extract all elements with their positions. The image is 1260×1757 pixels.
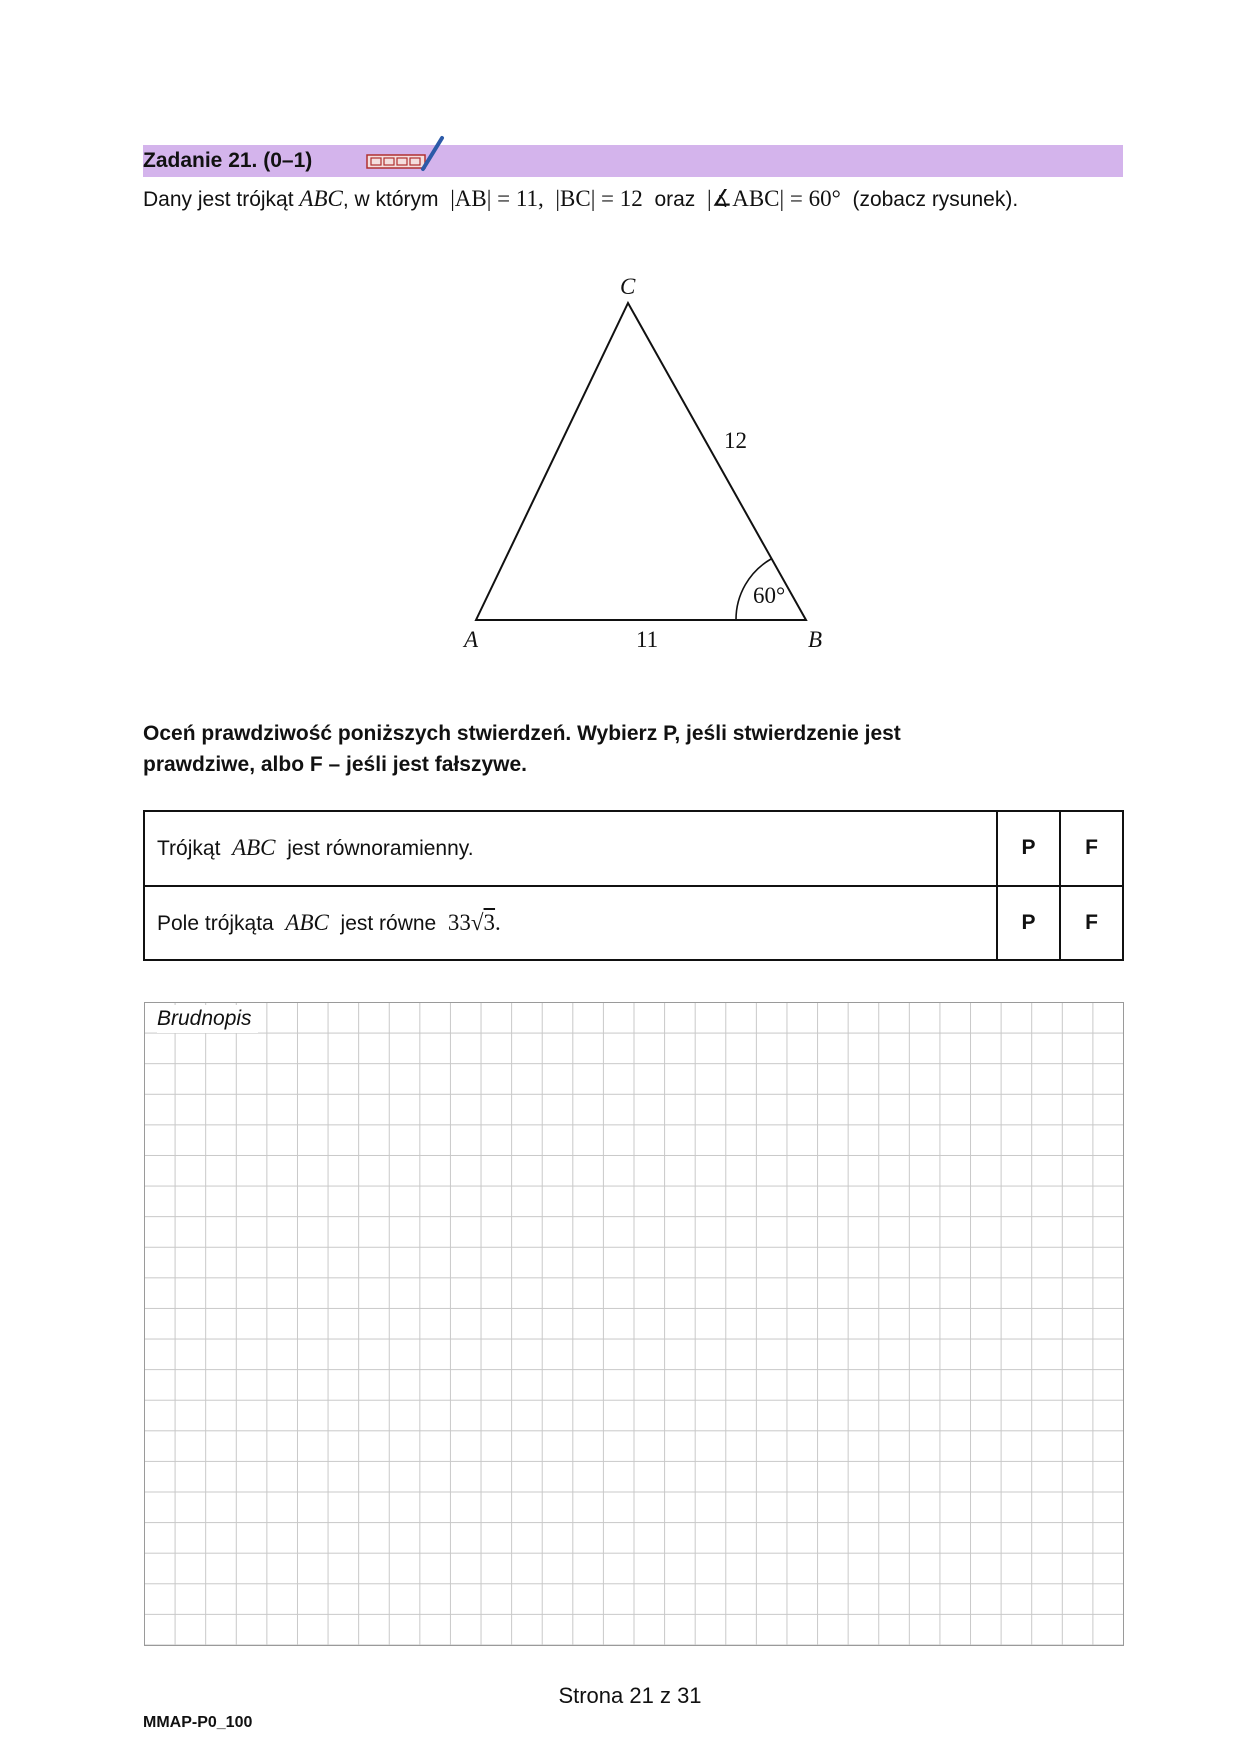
vertex-c-label: C [620,274,636,299]
statement-1-false-option[interactable]: F [1060,811,1123,886]
task-title: Zadanie 21. (0–1) [143,149,313,172]
math-abc: ABC [299,186,343,211]
instruction: Oceń prawdziwość poniższych stwierdzeń. Wybierz P, jeśli stwierdzenie jest prawdziwe, albo F – jeśli jest fałszywe. [143,722,901,776]
statement-2: Pole trójkąta ABC jest równe 33√3. [144,886,997,961]
math-bc-length: |BC| = 12 [555,186,643,211]
math-angle-b: |∡ABC| = 60° [706,186,841,211]
table-row [144,811,1123,886]
statement-2-false-option[interactable]: F [1060,886,1123,961]
statement-1-true-option[interactable]: P [997,811,1060,886]
pencil-icon [365,135,445,175]
page-number: Strona 21 z 31 [558,1683,702,1708]
triangle-figure [440,270,840,660]
vertex-b-label: B [808,627,823,652]
area-value: 33√3. [447,909,501,935]
scratchpad-grid[interactable] [144,1002,1124,1646]
true-false-table [143,810,1124,961]
side-ab-label: 11 [636,627,659,652]
math-ab-length: |AB| = 11, [450,186,544,211]
task-prompt: Dany jest trójkąt ABC, w którym |AB| = 11, |BC| = 12 oraz |∡ABC| = 60° (zobacz rysunek). [143,186,1019,211]
side-bc-label: 12 [724,428,747,453]
angle-b-label: 60° [753,583,786,608]
triangle-abc [476,303,806,620]
statement-1: Trójkąt ABC jest równoramienny. [144,811,997,886]
vertex-a-label: A [464,627,479,652]
table-row [144,886,1123,961]
scratchpad-label: Brudnopis [157,1005,258,1033]
statement-2-true-option[interactable]: P [997,886,1060,961]
document-code: MMAP-P0_100 [143,1714,253,1731]
